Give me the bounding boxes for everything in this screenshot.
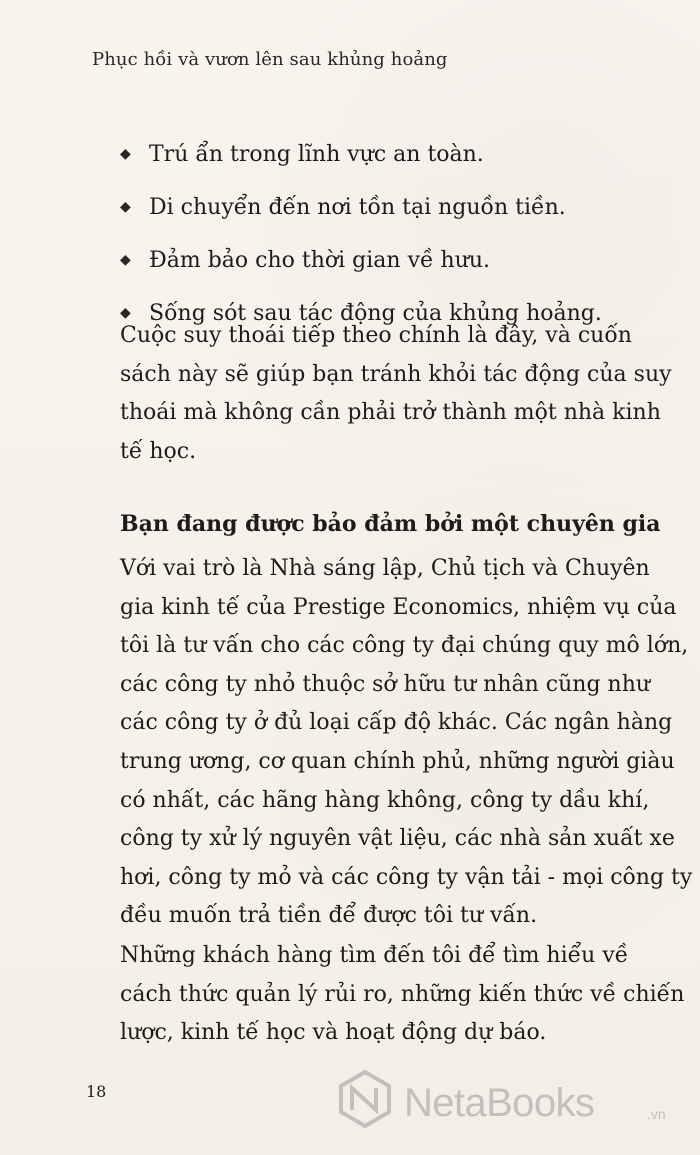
paragraph-line: công ty xử lý nguyên vật liệu, các nhà sản xuất xe: [120, 826, 675, 852]
paragraph-line: các công ty ở đủ loại cấp độ khác. Các ngân hàng: [120, 710, 673, 736]
paragraph-line: trung ương, cơ quan chính phủ, những người giàu: [120, 748, 675, 774]
paragraph-line: có nhất, các hãng hàng không, công ty dầu khí,: [120, 787, 650, 813]
paragraph-line: Cuộc suy thoái tiếp theo chính là đây, và cuốn: [120, 323, 632, 348]
bullet-text: Đảm bảo cho thời gian về hưu.: [149, 247, 491, 273]
paragraph-expert-role: [120, 550, 693, 936]
netabooks-logo-icon: [334, 1064, 686, 1134]
bullet-text: Di chuyển đến nơi tồn tại nguồn tiền.: [149, 194, 566, 220]
bullet-item: [120, 181, 640, 234]
paragraph-line: hơi, công ty mỏ và các công ty vận tải - mọi công ty: [120, 864, 693, 890]
paragraph-next-recession: [120, 317, 672, 471]
diamond-bullet-icon: ◆: [120, 304, 131, 321]
section-heading: Bạn đang được bảo đảm bởi một chuyên gia: [120, 511, 661, 537]
paragraph-line: gia kinh tế của Prestige Economics, nhiệm vụ của: [120, 594, 677, 620]
bullet-item: [120, 234, 640, 287]
paragraph-line: sách này sẽ giúp bạn tránh khỏi tác động của suy: [120, 361, 672, 387]
paragraph-line: Với vai trò là Nhà sáng lập, Chủ tịch và Chuyên: [120, 556, 650, 581]
paragraph-line: tế học.: [120, 438, 197, 464]
page-number: 18: [86, 1082, 107, 1101]
paragraph-clients: [120, 937, 685, 1053]
paragraph-line: đều muốn trả tiền để được tôi tư vấn.: [120, 903, 538, 929]
paragraph-line: cách thức quản lý rủi ro, những kiến thức về chiến: [120, 981, 685, 1007]
watermark-brand: NetaBooks: [404, 1081, 595, 1125]
bullet-text: Sống sót sau tác động của khủng hoảng.: [149, 300, 602, 326]
bullet-text: Trú ẩn trong lĩnh vực an toàn.: [149, 141, 484, 167]
paragraph-line: các công ty nhỏ thuộc sở hữu tư nhân cũng như: [120, 671, 651, 697]
paragraph-line: Những khách hàng tìm đến tôi để tìm hiểu về: [120, 943, 629, 968]
diamond-bullet-icon: ◆: [120, 198, 131, 215]
diamond-bullet-icon: ◆: [120, 145, 131, 162]
diamond-bullet-icon: ◆: [120, 251, 131, 268]
paragraph-line: lược, kinh tế học và hoạt động dự báo.: [120, 1020, 547, 1046]
bullet-item: [120, 128, 640, 181]
paragraph-line: thoái mà không cần phải trở thành một nhà kinh: [120, 400, 661, 426]
watermark-suffix: .vn: [647, 1106, 666, 1122]
running-head: Phục hồi và vươn lên sau khủng hoảng: [92, 49, 448, 70]
bullet-list: [120, 128, 640, 340]
paragraph-line: tôi là tư vấn cho các công ty đại chúng quy mô lớn,: [120, 633, 689, 659]
